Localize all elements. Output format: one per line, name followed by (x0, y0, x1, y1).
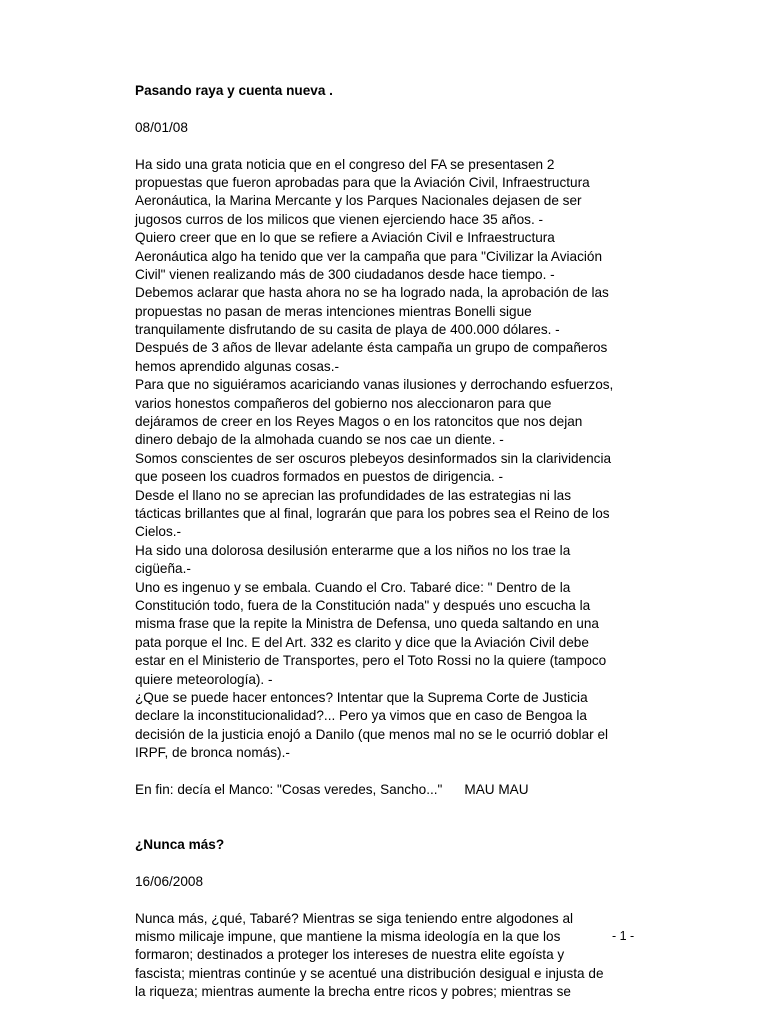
body-line: mismo milicaje impune, que mantiene la misma ideología en la que los (135, 928, 561, 944)
body-line: Nunca más, ¿qué, Tabaré? Mientras se siga teniendo entre algodones al (135, 910, 574, 926)
body-line: misma frase que la repite la Ministra de Defensa, uno queda saltando en una (135, 616, 599, 632)
body-line: Ha sido una dolorosa desilusión enterarme que a los niños no los trae la (135, 542, 571, 558)
body-line: fascista; mientras continúe y se acentué una distribución desigual e injusta de (135, 965, 604, 981)
body-line: Civil" vienen realizando más de 300 ciudadanos desde hace tiempo. - (135, 266, 555, 282)
body-line: declare la inconstitucionalidad?... Pero ya vimos que en caso de Bengoa la (135, 708, 587, 724)
article-2-body (135, 910, 635, 1002)
body-line: hemos aprendido algunas cosas.- (135, 358, 340, 374)
body-line: Ha sido una grata noticia que en el congreso del FA se presentasen 2 (135, 156, 555, 172)
body-line: tranquilamente disfrutando de su casita de playa de 400.000 dólares. - (135, 322, 560, 338)
body-line: estar en el Ministerio de Transportes, pero el Toto Rossi no la quiere (tampoco (135, 653, 607, 669)
body-line: IRPF, de bronca nomás).- (135, 745, 290, 761)
article-1-date: 08/01/08 (135, 119, 188, 135)
body-line: Después de 3 años de llevar adelante ésta campaña un grupo de compañeros (135, 340, 608, 356)
body-line: decisión de la justicia enojó a Danilo (que menos mal no se le ocurrió doblar el (135, 726, 609, 742)
signoff-quote: En fin: decía el Manco: "Cosas veredes, Sancho..." (135, 781, 443, 797)
body-line: propuestas no pasan de meras intenciones mientras Bonelli sigue (135, 303, 532, 319)
body-line: cigüeña.- (135, 561, 191, 577)
article-1-body (135, 156, 635, 763)
body-line: dinero debajo de la almohada cuando se nos cae un diente. - (135, 432, 504, 448)
article-2-date: 16/06/2008 (135, 873, 204, 889)
body-line: que poseen los cuadros formados en puestos de dirigencia. - (135, 469, 504, 485)
body-line: Somos conscientes de ser oscuros plebeyos desinformados sin la clarividencia (135, 450, 612, 466)
body-line: pata porque el Inc. E del Art. 332 es clarito y dice que la Aviación Civil debe (135, 634, 589, 650)
document-page (135, 82, 635, 1002)
body-line: Debemos aclarar que hasta ahora no se ha logrado nada, la aprobación de las (135, 285, 609, 301)
body-line: tácticas brillantes que al final, lograrán que para los pobres sea el Reino de los (135, 505, 610, 521)
page-number: - 1 - (612, 929, 635, 943)
body-line: quiere meteorología). - (135, 671, 273, 687)
body-line: ¿Que se puede hacer entonces? Intentar que la Suprema Corte de Justicia (135, 689, 588, 705)
body-line: dejáramos de creer en los Reyes Magos o en los ratoncitos que nos dejan (135, 414, 583, 430)
body-line: Para que no siguiéramos acariciando vanas ilusiones y derrochando esfuerzos, (135, 377, 614, 393)
body-line: Uno es ingenuo y se embala. Cuando el Cro. Tabaré dice: " Dentro de la (135, 579, 571, 595)
body-line: Constitución todo, fuera de la Constitución nada" y después uno escucha la (135, 597, 591, 613)
body-line: Desde el llano no se aprecian las profundidades de las estrategias ni las (135, 487, 572, 503)
article-1-signoff (135, 781, 635, 799)
body-line: Quiero creer que en lo que se refiere a Aviación Civil e Infraestructura (135, 230, 555, 246)
body-line: formaron; destinados a proteger los intereses de nuestra elite egoísta y (135, 947, 565, 963)
body-line: la riqueza; mientras aumente la brecha entre ricos y pobres; mientras se (135, 984, 571, 1000)
article-2-title: ¿Nunca más? (135, 837, 225, 853)
body-line: jugosos curros de los milicos que vienen ejerciendo hace 35 años. - (135, 211, 544, 227)
body-line: Aeronáutica algo ha tenido que ver la campaña que para "Civilizar la Aviación (135, 248, 603, 264)
article-1-title: Pasando raya y cuenta nueva . (135, 83, 333, 98)
body-line: Cielos.- (135, 524, 182, 540)
body-line: Aeronáutica, la Marina Mercante y los Parques Nacionales dejasen de ser (135, 193, 582, 209)
body-line: varios honestos compañeros del gobierno nos aleccionaron para que (135, 395, 552, 411)
body-line: propuestas que fueron aprobadas para que la Aviación Civil, Infraestructura (135, 174, 590, 190)
author-signature: MAU MAU (464, 781, 529, 797)
